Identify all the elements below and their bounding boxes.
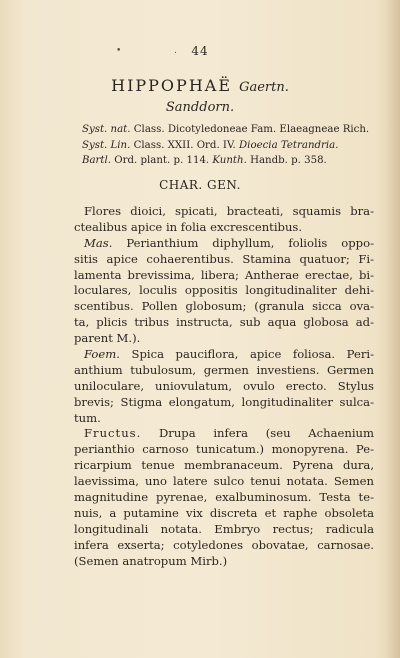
paragraph-lead: Fructus. [84, 426, 142, 441]
reference-line-3 [82, 153, 382, 169]
text-line: sitis apice cohaerentibus. Stamina quatuor; Fi- [74, 251, 374, 266]
text-line: tum. [74, 410, 101, 425]
text-line: ctealibus apice in folia excrescentibus. [74, 219, 303, 234]
genus-description [74, 204, 374, 569]
classification-references [82, 122, 382, 169]
text-line: brevis; Stigma elongatum, longitudinaliter sulca- [74, 394, 374, 409]
text-line: (Semen anatropum Mirb.) [74, 553, 228, 568]
text-span: Drupa infera (seu Achaenium [159, 426, 374, 441]
genus-name: HIPPOPHAË [111, 76, 232, 95]
reference-label: Syst. nat. [82, 124, 131, 135]
paragraph-lead: Foem. [84, 347, 120, 362]
reference-label: Syst. Lin. [82, 139, 131, 151]
text-line: Flores dioici, spicati, bracteati, squamis bra- [84, 204, 374, 218]
reference-tail: Handb. p. 358. [250, 155, 327, 166]
text-line: laevissima, uno latere sulco tenui notata. Semen [74, 474, 374, 489]
reference-italic-tail: Dioecia Tetrandria. [239, 139, 339, 151]
text-line: scentibus. Pollen globosum; (granula sicca ova- [74, 299, 374, 314]
genus-title [0, 76, 400, 95]
text-line: parent M.). [74, 331, 141, 346]
reference-label: Bartl. [82, 155, 112, 166]
text-line [74, 236, 374, 252]
reference-text: Class. XXII. Ord. IV. [133, 139, 236, 151]
page-mark-right: . [174, 46, 177, 56]
text-line: magnitudine pyrenae, exalbuminosum. Testa te- [74, 490, 374, 505]
reference-italic-mid: Kunth. [212, 155, 247, 166]
text-line: uniloculare, uniovulatum, ovulo erecto. Stylus [74, 378, 374, 393]
text-line: perianthio carnoso tunicatum.) monopyrena. Pe- [74, 442, 374, 457]
text-line [74, 426, 374, 442]
text-line: ricarpium tenue membranaceum. Pyrena dura, [74, 458, 374, 473]
reference-text: Ord. plant. p. 114. [114, 155, 210, 166]
text-line [74, 347, 374, 363]
text-line: longitudinali notata. Embryo rectus; radicula [74, 521, 374, 536]
text-span: Perianthium diphyllum, foliolis oppo- [126, 235, 374, 250]
reference-text: Class. Dicotyledoneae Fam. Elaeagneae Rich. [133, 124, 370, 135]
text-span: Spica pauciflora, apice foliosa. Peri- [131, 347, 374, 362]
text-line: loculares, loculis oppositis longitudinaliter dehi- [74, 283, 374, 298]
page-mark-left: • [116, 46, 122, 56]
section-heading: CHAR. GEN. [159, 178, 241, 192]
paragraph-lead: Mas. [84, 235, 113, 250]
page-edge-shadow [386, 0, 400, 658]
reference-line-2 [82, 138, 382, 154]
text-line: lamenta brevissima, libera; Antherae erectae, bi- [74, 267, 374, 282]
page-number: 44 [191, 44, 209, 58]
text-line: anthium tubulosum, germen investiens. Germen [74, 362, 374, 377]
text-line: infera exserta; cotyledones obovatae, carnosae. [74, 537, 374, 552]
text-line: ta, plicis tribus instructa, sub aqua globosa ad- [74, 315, 374, 330]
genus-author: Gaertn. [239, 80, 289, 95]
text-line: nuis, a putamine vix discreta et raphe obsoleta [74, 505, 374, 520]
vernacular-name: Sanddorn. [165, 100, 235, 115]
reference-line-1 [82, 122, 382, 138]
